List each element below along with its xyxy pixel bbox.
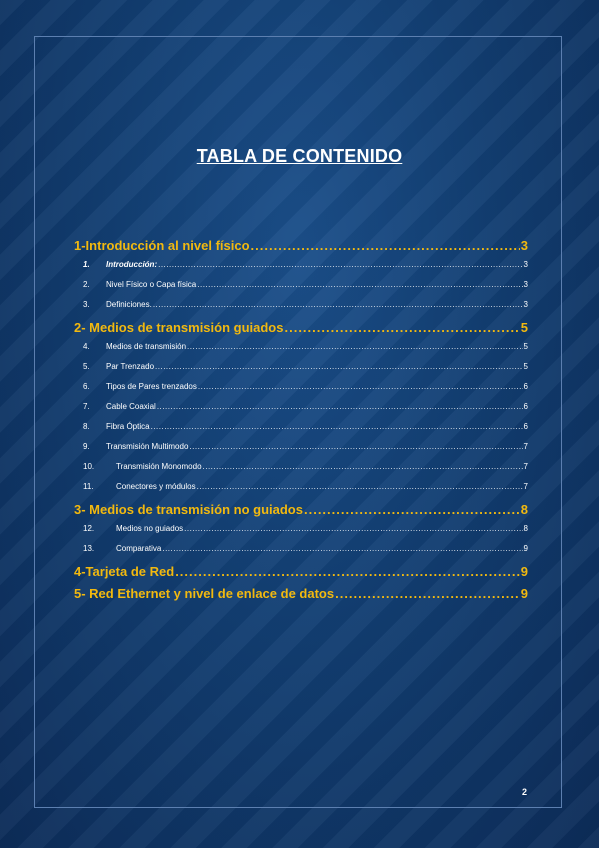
toc-page-number: 9 xyxy=(520,586,528,601)
toc-item-label xyxy=(83,280,196,289)
toc-item-13[interactable] xyxy=(74,544,528,558)
toc-item-number: 7. xyxy=(83,402,90,411)
dot-leader xyxy=(151,422,523,431)
toc-item-label xyxy=(83,342,186,351)
dot-leader xyxy=(203,462,523,471)
toc-page-number: 9 xyxy=(520,564,528,579)
table-of-contents xyxy=(74,238,528,608)
toc-section-label: 3- Medios de transmisión no guiados xyxy=(74,502,303,517)
toc-section-label: 4-Tarjeta de Red xyxy=(74,564,175,579)
toc-item-label xyxy=(83,382,197,391)
dot-leader xyxy=(157,402,523,411)
toc-item-number: 8. xyxy=(83,422,90,431)
toc-item-10[interactable] xyxy=(74,462,528,476)
toc-item-label xyxy=(83,260,157,269)
toc-section-label: 5- Red Ethernet y nivel de enlace de datos xyxy=(74,586,335,601)
toc-item-1[interactable] xyxy=(74,260,528,274)
toc-item-text: Definiciones. xyxy=(106,300,152,309)
toc-item-3[interactable] xyxy=(74,300,528,314)
toc-item-number: 11. xyxy=(83,482,94,491)
toc-item-7[interactable] xyxy=(74,402,528,416)
toc-item-number: 6. xyxy=(83,382,90,391)
toc-page-number: 5 xyxy=(523,362,528,371)
toc-item-text: Medios no guiados xyxy=(116,524,184,533)
dot-leader xyxy=(197,482,523,491)
toc-section-label: 1-Introducción al nivel físico xyxy=(74,238,250,253)
toc-item-2[interactable] xyxy=(74,280,528,294)
toc-item-label xyxy=(83,300,152,309)
toc-page-number: 5 xyxy=(523,342,528,351)
toc-item-number: 4. xyxy=(83,342,90,351)
toc-item-label xyxy=(83,362,154,371)
toc-item-label xyxy=(83,442,188,451)
toc-item-label xyxy=(83,402,156,411)
toc-item-label xyxy=(83,462,202,471)
toc-item-number: 9. xyxy=(83,442,90,451)
toc-item-text: Conectores y módulos xyxy=(116,482,196,491)
toc-page-number: 6 xyxy=(523,402,528,411)
toc-page-number: 9 xyxy=(523,544,528,553)
toc-section-5[interactable] xyxy=(74,586,528,604)
toc-item-text: Fibra Óptica xyxy=(106,422,150,431)
toc-item-text: Transmisión Monomodo xyxy=(116,462,202,471)
toc-item-text: Tipos de Pares trenzados xyxy=(106,382,197,391)
toc-page-number: 3 xyxy=(523,260,528,269)
dot-leader xyxy=(304,502,520,517)
toc-page-number: 7 xyxy=(523,442,528,451)
dot-leader xyxy=(189,442,522,451)
toc-item-6[interactable] xyxy=(74,382,528,396)
toc-item-label xyxy=(83,422,150,431)
toc-item-number: 13. xyxy=(83,544,95,553)
toc-item-label xyxy=(83,544,161,553)
toc-item-9[interactable] xyxy=(74,442,528,456)
toc-section-label: 2- Medios de transmisión guiados xyxy=(74,320,284,335)
dot-leader xyxy=(153,300,523,309)
toc-item-number: 10. xyxy=(83,462,95,471)
dot-leader xyxy=(251,238,520,253)
toc-item-11[interactable] xyxy=(74,482,528,496)
toc-section-4[interactable] xyxy=(74,564,528,582)
toc-item-5[interactable] xyxy=(74,362,528,376)
toc-item-12[interactable] xyxy=(74,524,528,538)
dot-leader xyxy=(187,342,523,351)
toc-item-text: Medios de transmisión xyxy=(106,342,187,351)
toc-page-number: 7 xyxy=(523,462,528,471)
toc-item-text: Par Trenzado xyxy=(106,362,155,371)
toc-page-number: 3 xyxy=(523,300,528,309)
toc-page-number: 7 xyxy=(523,482,528,491)
toc-section-2[interactable] xyxy=(74,320,528,338)
toc-item-text: Nivel Físico o Capa física xyxy=(106,280,197,289)
page-number: 2 xyxy=(521,787,527,797)
toc-item-number: 2. xyxy=(83,280,90,289)
toc-title: TABLA DE CONTENIDO xyxy=(196,146,403,166)
dot-leader xyxy=(198,382,523,391)
dot-leader xyxy=(155,362,523,371)
dot-leader xyxy=(158,260,522,269)
toc-item-8[interactable] xyxy=(74,422,528,436)
dot-leader xyxy=(184,524,522,533)
toc-page-number: 8 xyxy=(523,524,528,533)
toc-page-number: 8 xyxy=(520,502,528,517)
dot-leader xyxy=(335,586,520,601)
toc-section-1[interactable] xyxy=(74,238,528,256)
dot-leader xyxy=(197,280,522,289)
toc-item-number: 1. xyxy=(83,260,90,269)
toc-page-number: 5 xyxy=(520,320,528,335)
toc-item-text: Comparativa xyxy=(116,544,162,553)
toc-page-number: 6 xyxy=(523,422,528,431)
toc-item-number: 12. xyxy=(83,524,95,533)
toc-item-number: 3. xyxy=(83,300,90,309)
toc-item-4[interactable] xyxy=(74,342,528,356)
toc-item-text: Cable Coaxial xyxy=(106,402,156,411)
toc-page-number: 3 xyxy=(520,238,528,253)
dot-leader xyxy=(175,564,520,579)
toc-section-3[interactable] xyxy=(74,502,528,520)
toc-item-number: 5. xyxy=(83,362,90,371)
toc-item-label xyxy=(83,482,196,491)
toc-item-text: Introducción: xyxy=(106,260,158,269)
toc-item-text: Transmisión Multimodo xyxy=(106,442,189,451)
dot-leader xyxy=(162,544,522,553)
toc-page-number: 6 xyxy=(523,382,528,391)
dot-leader xyxy=(284,320,519,335)
toc-item-label xyxy=(83,524,183,533)
toc-page-number: 3 xyxy=(523,280,528,289)
